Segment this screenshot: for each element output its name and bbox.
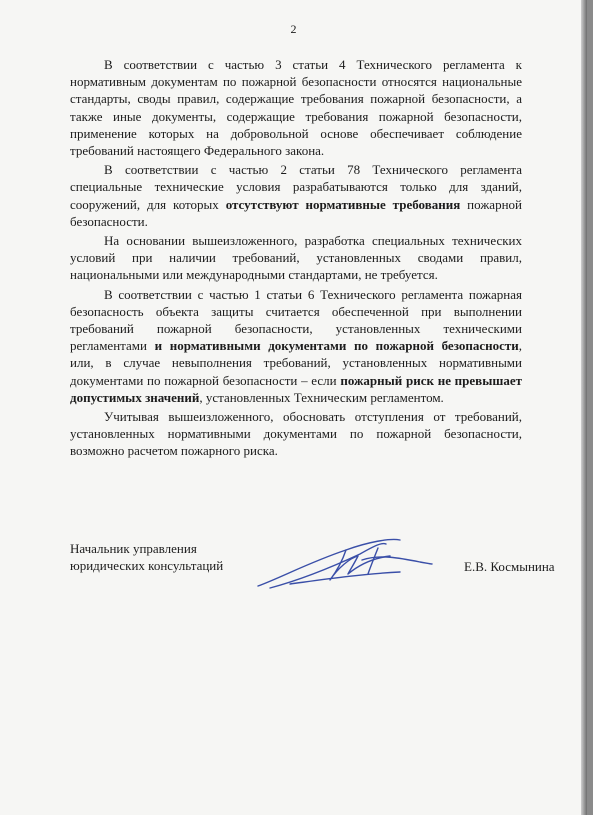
paragraph-text: В соответствии с частью 3 статьи 4 Технического регламента к нормативным документам по пожарной безопасности относятся национальные стандарты, своды правил, содержащие требования пожарной безопасности, а также иные документы, содержащие требования пожарной безопасности, применение которых на добровольной основе обеспечивает соблюдение требований настоящего Федерального закона. — [70, 57, 522, 159]
paragraph-text: Учитывая вышеизложенного, обосновать отступления от требований, установленных нормативными документами по пожарной безопасности, возможно расчетом пожарного риска. — [70, 409, 522, 459]
paragraph-text: На основании вышеизложенного, разработка специальных технических условий при наличии требований, установленных сводами правил, национальными или международными стандартами, не требуется. — [70, 233, 522, 283]
signatory-name: Е.В. Космынина — [464, 559, 555, 574]
paragraph-text: В соответствии с частью 2 статьи 78 Технического регламента специальные технические условия разрабатываются только для зданий, сооружений, для которых — [70, 162, 522, 212]
signatory-title-line1: Начальник управления — [70, 541, 197, 556]
emphasis-missing-requirements: отсутствуют нормативные требования — [225, 196, 461, 212]
signature-block — [70, 540, 555, 574]
paragraph-conclusion-stu — [70, 232, 522, 284]
paragraph-text: , или, в случае невыполнения требований, установленных нормативными документами по пожарной безопасности – если — [70, 338, 522, 388]
signatory-title-line2: юридических консультаций — [70, 558, 224, 573]
paragraph-part2-article78 — [70, 161, 522, 230]
handwritten-signature — [250, 528, 440, 598]
paragraph-final-conclusion — [70, 408, 522, 460]
page-edge-shadow — [581, 0, 587, 815]
emphasis-fire-risk: пожарный риск не превышает допустимых значений — [70, 372, 522, 405]
paragraph-part1-article6 — [70, 286, 522, 406]
page-number: 2 — [290, 22, 297, 36]
paragraph-part3-article4 — [70, 56, 522, 159]
emphasis-normative-documents: и нормативными документами по пожарной безопасности — [154, 338, 519, 354]
paragraph-text: В соответствии с частью 1 статьи 6 Технического регламента пожарная безопасность объекта защиты считается обеспеченной при выполнении требований пожарной безопасности, установленных техническими регламентами — [70, 286, 522, 354]
paragraph-text: пожарной безопасности. — [70, 196, 522, 229]
letter-body — [70, 56, 522, 462]
paragraph-text: , установленных Техническим регламентом. — [199, 389, 444, 405]
